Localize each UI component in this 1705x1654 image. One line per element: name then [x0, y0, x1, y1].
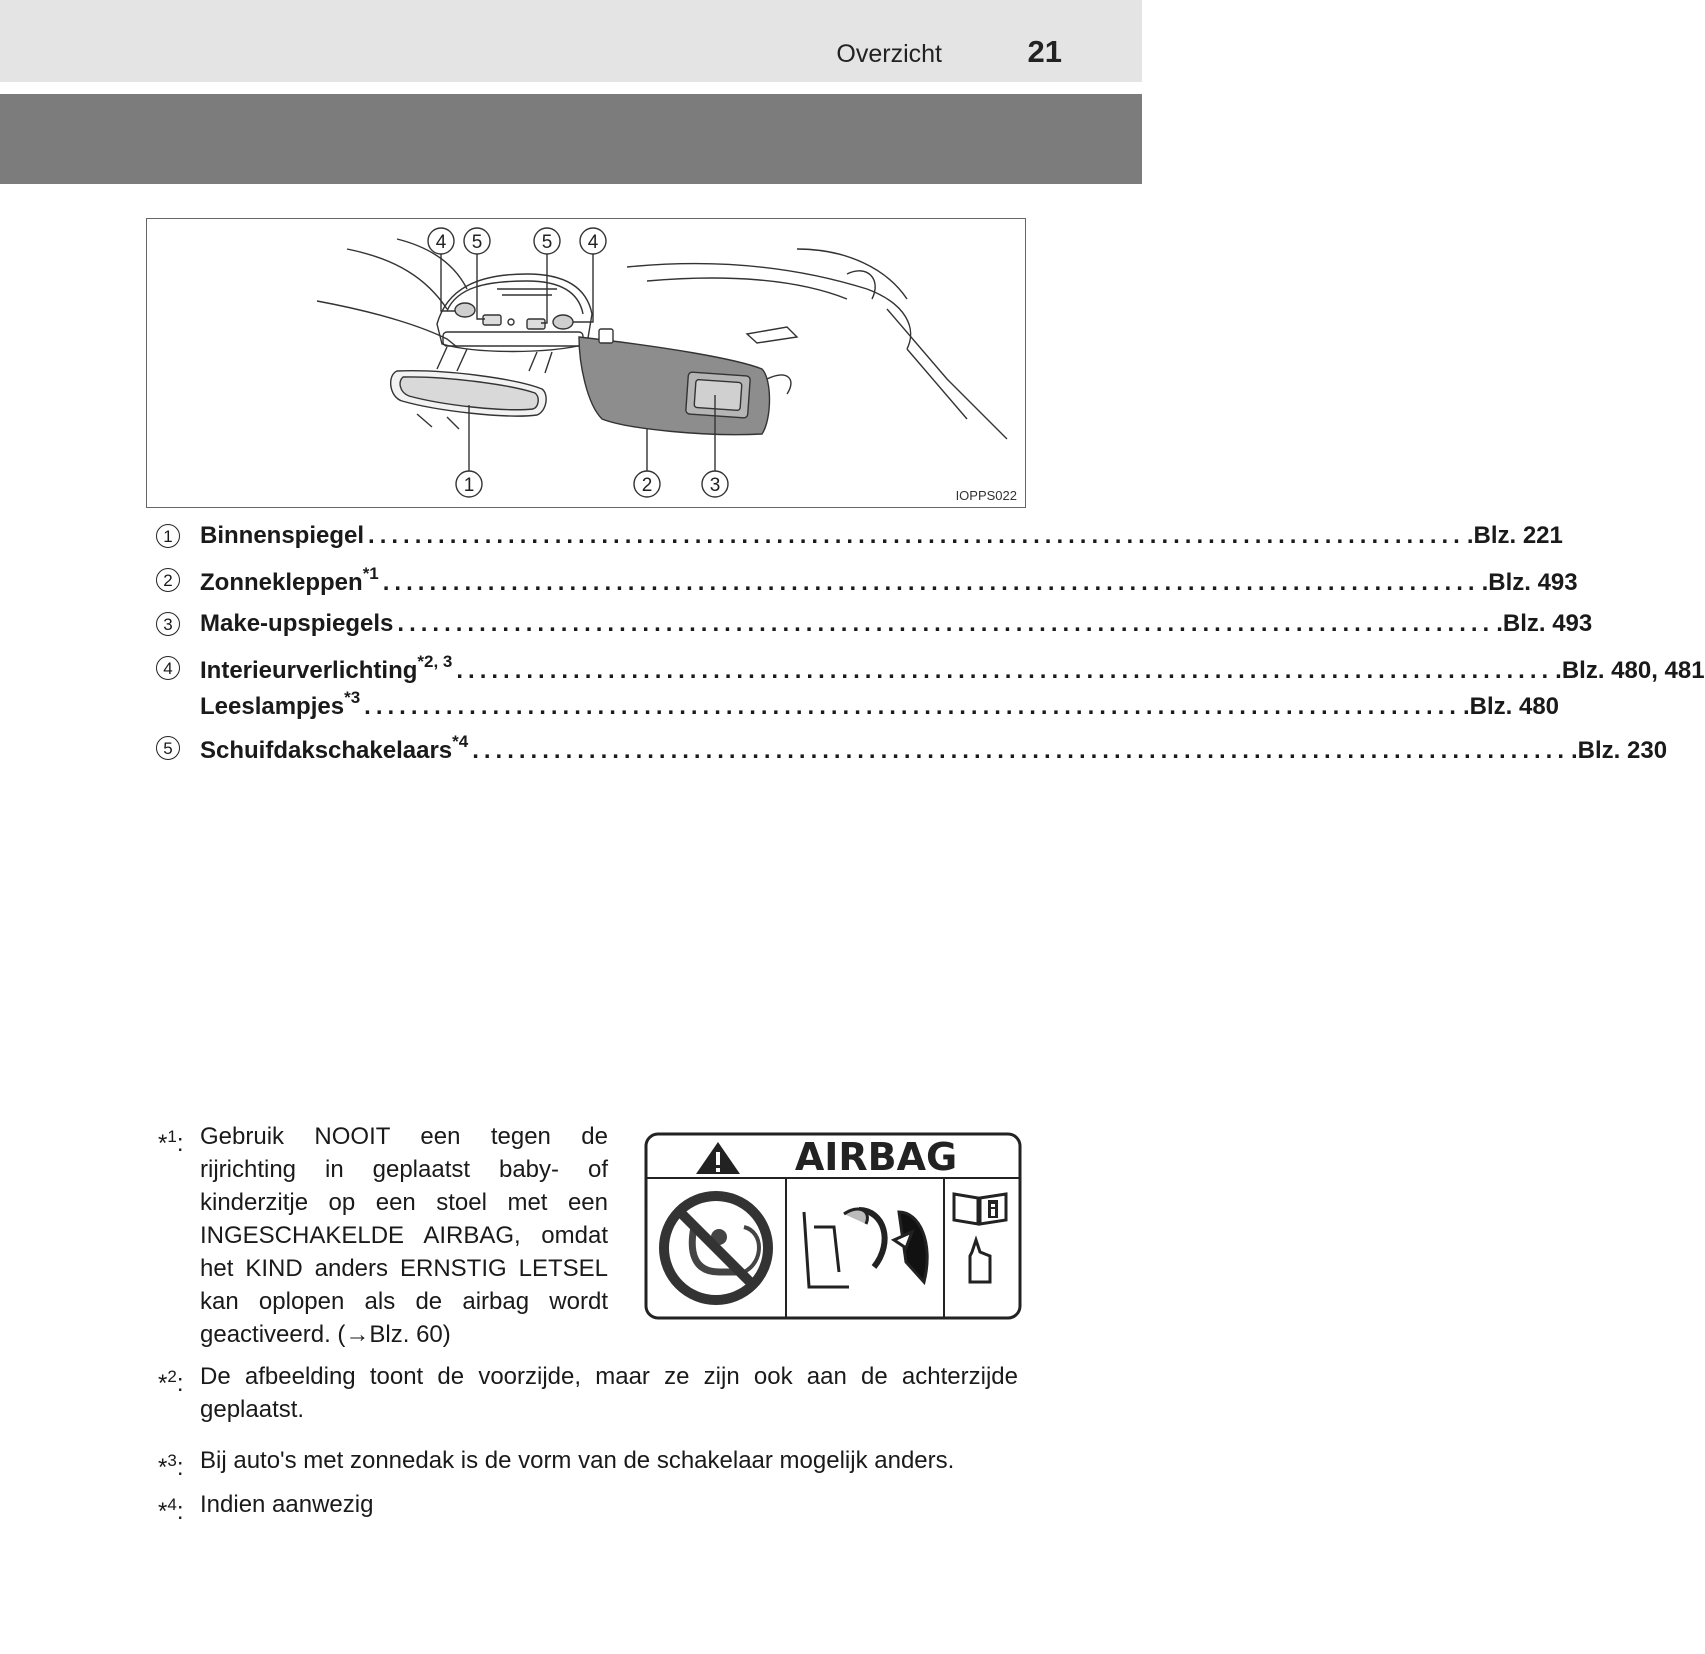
leader-dots: .............................................................................................. — [397, 610, 1495, 637]
item-label: Zonnekleppen$^{*1}$ — [200, 564, 379, 596]
callout-5a: 5 — [471, 232, 483, 253]
callout-5b: 5 — [541, 232, 553, 253]
page-header — [0, 0, 1142, 82]
footnote-text: Indien aanwezig — [200, 1491, 374, 1518]
item-number: 2 — [156, 568, 180, 592]
figure-code: IOPPS022 — [955, 488, 1017, 503]
component-list — [156, 518, 1705, 774]
list-item — [156, 650, 1705, 686]
list-item — [156, 562, 1578, 606]
item-label: Leeslampjes$^{*3}$ — [200, 688, 361, 720]
overhead-console-illustration — [146, 218, 1026, 508]
item-label: Schuifdakschakelaars$^{*4}$ — [200, 732, 469, 764]
leader-dots: .............................................................................................. — [368, 522, 1465, 549]
page-ref-link[interactable]: .Blz. 493 — [1496, 610, 1593, 637]
callout-3: 3 — [709, 475, 721, 496]
footnote-text: De afbeelding toont de voorzijde, maar ze zijn ook aan de achterzijde geplaatst. — [200, 1363, 1018, 1423]
item-number: 4 — [156, 656, 180, 680]
footnote-3 — [158, 1444, 1018, 1481]
list-item — [156, 730, 1668, 774]
leader-dots: .............................................................................................. — [456, 657, 1554, 684]
item-label: Binnenspiegel — [200, 522, 365, 549]
chapter-band — [0, 94, 1142, 184]
page-ref-link[interactable]: .Blz. 480 — [1462, 693, 1560, 720]
no-rear-facing-seat-icon — [664, 1196, 768, 1300]
footnote-marker: *$^2$: — [158, 1367, 184, 1397]
callout-4a: 4 — [435, 232, 447, 253]
leader-dots: .............................................................................................. — [472, 737, 1570, 764]
page-ref-link[interactable]: .Blz. 221 — [1466, 522, 1563, 549]
footnote-text: Gebruik NOOIT een tegen de rijrichting in geplaatst baby- of kinderzitje op een stoel met een INGESCHAKELDE AIRBAG, omdat het KIND anders ERNSTIG LETSEL kan oplopen als de airbag wordt geactiveerd. (→Blz. 60) — [200, 1123, 608, 1348]
footnote-2 — [158, 1360, 1018, 1426]
item-label: Interieurverlichting$^{*2, 3}$ — [200, 652, 453, 684]
page-ref-link[interactable]: .Blz. 230 — [1571, 737, 1668, 764]
leader-dots: .............................................................................................. — [364, 693, 1461, 720]
footnote-marker: *$^1$: — [158, 1127, 184, 1157]
callout-4b: 4 — [587, 232, 599, 253]
footnote-text: Bij auto's met zonnedak is de vorm van de schakelaar mogelijk anders. — [200, 1447, 955, 1474]
footnote-mark: *2, 3 — [417, 652, 453, 671]
airbag-warning-label — [644, 1132, 1022, 1320]
page-number: 21 — [1027, 34, 1062, 69]
footnote-1 — [158, 1120, 608, 1351]
list-item — [156, 606, 1593, 650]
section-title: Overzicht — [836, 40, 942, 68]
item-label: Make-upspiegels — [200, 610, 394, 637]
list-item — [156, 686, 1560, 730]
page-ref-link[interactable]: .Blz. 480, 481 — [1555, 657, 1705, 684]
item-number: 1 — [156, 524, 180, 548]
leader-dots: .............................................................................................. — [382, 569, 1480, 596]
list-item — [156, 518, 1563, 562]
airbag-title: AIRBAG — [794, 1135, 958, 1179]
footnote-marker: *$^4$: — [158, 1495, 184, 1525]
footnote-mark: *3 — [344, 688, 361, 707]
footnote-mark: *4 — [452, 732, 469, 751]
footnote-mark: *1 — [362, 564, 379, 583]
footnote-4 — [158, 1488, 1018, 1525]
callout-2: 2 — [641, 475, 653, 496]
item-number: 3 — [156, 612, 180, 636]
item-number: 5 — [156, 736, 180, 760]
callout-1: 1 — [463, 475, 475, 496]
page-ref-link[interactable]: .Blz. 493 — [1481, 569, 1578, 596]
footnote-marker: *$^3$: — [158, 1451, 184, 1481]
illustration-drawing — [147, 219, 1027, 509]
